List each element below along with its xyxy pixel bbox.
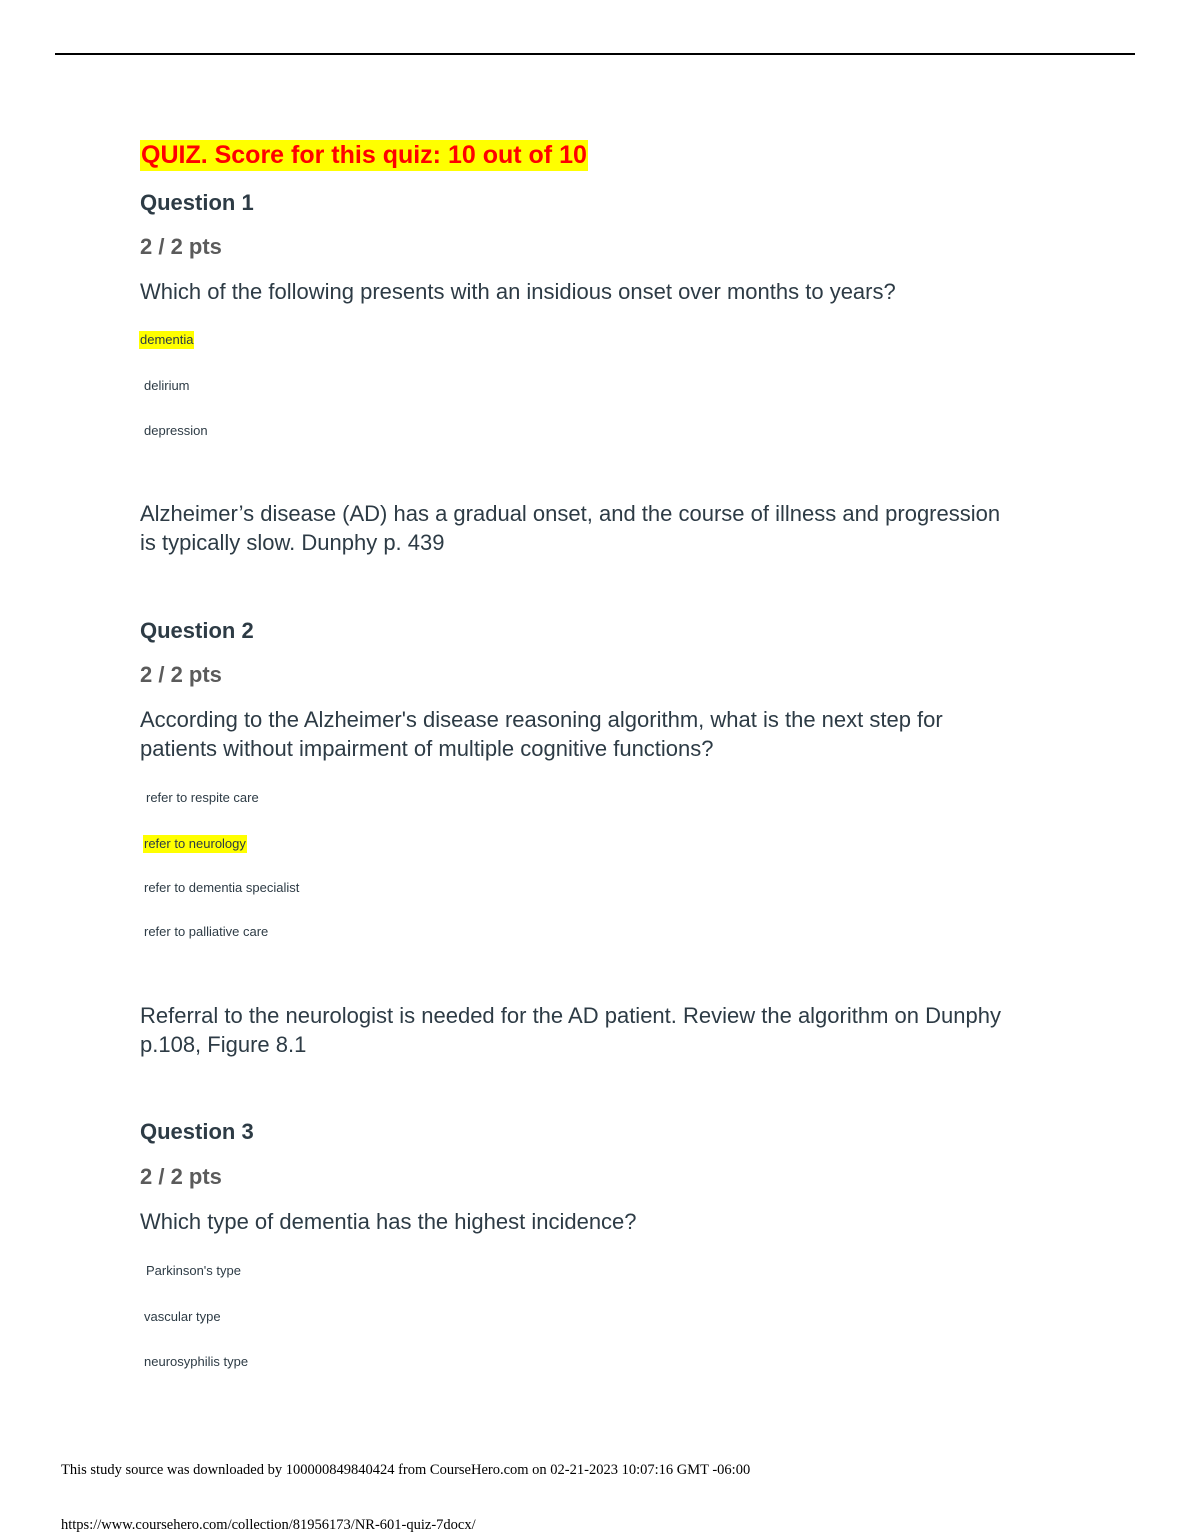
question-3-option: neurosyphilis type — [144, 1354, 249, 1369]
quiz-score-title: QUIZ. Score for this quiz: 10 out of 10 — [141, 141, 587, 169]
question-2-explanation: Referral to the neurologist is needed for the AD patient. Review the algorithm on Dunphy p.108, Figure 8.1 — [140, 1003, 1001, 1057]
question-3-heading: Question 3 — [140, 1119, 254, 1144]
download-source-notice: This study source was downloaded by 100000849840424 from CourseHero.com on 02-21-2023 10:07:16 GMT -06:00 — [61, 1462, 751, 1478]
question-1-points: 2 / 2 pts — [140, 234, 222, 259]
question-3-text: Which type of dementia has the highest incidence? — [140, 1209, 637, 1234]
top-horizontal-rule — [55, 53, 1135, 55]
question-2-heading: Question 2 — [140, 618, 254, 643]
question-1-option-selected: dementia — [140, 332, 194, 347]
question-3-option: Parkinson's type — [146, 1263, 241, 1278]
question-1-option: depression — [144, 423, 208, 438]
question-1-option: delirium — [144, 378, 190, 393]
question-1-heading: Question 1 — [140, 190, 254, 215]
question-2-option: refer to respite care — [146, 790, 259, 805]
question-3-points: 2 / 2 pts — [140, 1164, 222, 1189]
question-2-text: According to the Alzheimer's disease reasoning algorithm, what is the next step for patients without impairment of multiple cognitive functions? — [140, 707, 943, 761]
question-1-text: Which of the following presents with an insidious onset over months to years? — [140, 279, 896, 304]
question-1-explanation: Alzheimer’s disease (AD) has a gradual onset, and the course of illness and progression is typically slow. Dunphy p. 439 — [140, 501, 1001, 555]
question-2-option: refer to palliative care — [144, 924, 269, 939]
question-2-option: refer to dementia specialist — [144, 880, 300, 895]
question-2-option-selected: refer to neurology — [144, 836, 246, 851]
question-2-points: 2 / 2 pts — [140, 662, 222, 687]
question-3-option: vascular type — [144, 1309, 221, 1324]
document-url: https://www.coursehero.com/collection/81956173/NR-601-quiz-7docx/ — [61, 1517, 476, 1533]
